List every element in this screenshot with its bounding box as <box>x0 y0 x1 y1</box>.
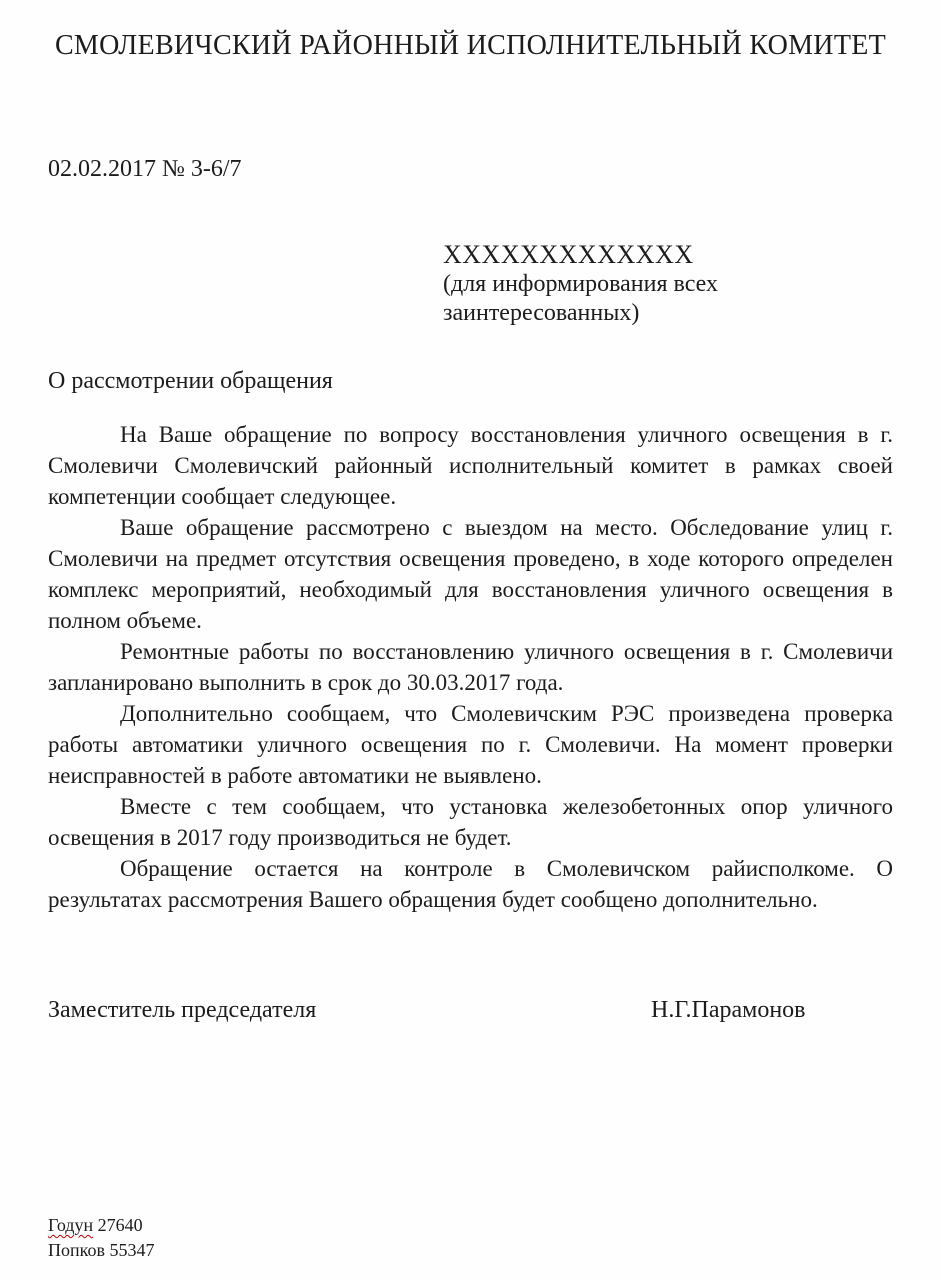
executor-line-2: Попков 55347 <box>48 1240 155 1260</box>
signature-name: Н.Г.Парамонов <box>651 997 806 1023</box>
body-paragraph: Ваше обращение рассмотрено с выездом на место. Обследование улиц г. Смолевичи на предмет отсутствия освещения проведено, в ходе которого определен комплекс мероприятий, необходимый для восстановления уличного освещения в полном объеме. <box>48 515 893 633</box>
body-paragraph: Обращение остается на контроле в Смолевичском райисполкоме. О результатах рассмотрения Вашего обращения будет сообщено дополнительно. <box>48 856 893 912</box>
addressee-masked-name: ХХХХХХХХХХХХХ <box>443 240 694 269</box>
addressee-block <box>443 240 778 328</box>
executor1-name: Годун <box>48 1215 94 1235</box>
letterhead-title: СМОЛЕВИЧСКИЙ РАЙОННЫЙ ИСПОЛНИТЕЛЬНЫЙ КОМИТЕТ <box>54 30 887 61</box>
addressee-note: (для информирования всех заинтересованных) <box>443 271 718 326</box>
body-paragraph: На Ваше обращение по вопросу восстановления уличного освещения в г. Смолевичи Смолевичский районный исполнительный комитет в рамках своей компетенции сообщает следующее. <box>48 422 893 509</box>
body-paragraph: Дополнительно сообщаем, что Смолевичским РЭС произведена проверка работы автоматики уличного освещения по г. Смолевичи. На момент проверки неисправностей в работе автоматики не выявлено. <box>48 701 893 788</box>
body-paragraph: Ремонтные работы по восстановлению уличного освещения в г. Смолевичи запланировано выполнить в срок до 30.03.2017 года. <box>48 639 893 695</box>
letter-body <box>48 419 893 915</box>
executor-block <box>48 1213 154 1263</box>
body-paragraph: Вместе с тем сообщаем, что установка железобетонных опор уличного освещения в 2017 году производиться не будет. <box>48 794 893 850</box>
date-reference-line: 02.02.2017 № 3-6/7 <box>48 156 242 182</box>
signature-block <box>48 997 893 1024</box>
executor-line-1 <box>48 1213 154 1238</box>
signature-position: Заместитель председателя <box>48 997 317 1023</box>
subject-line: О рассмотрении обращения <box>48 368 333 394</box>
executor1-phone: 27640 <box>97 1215 143 1235</box>
